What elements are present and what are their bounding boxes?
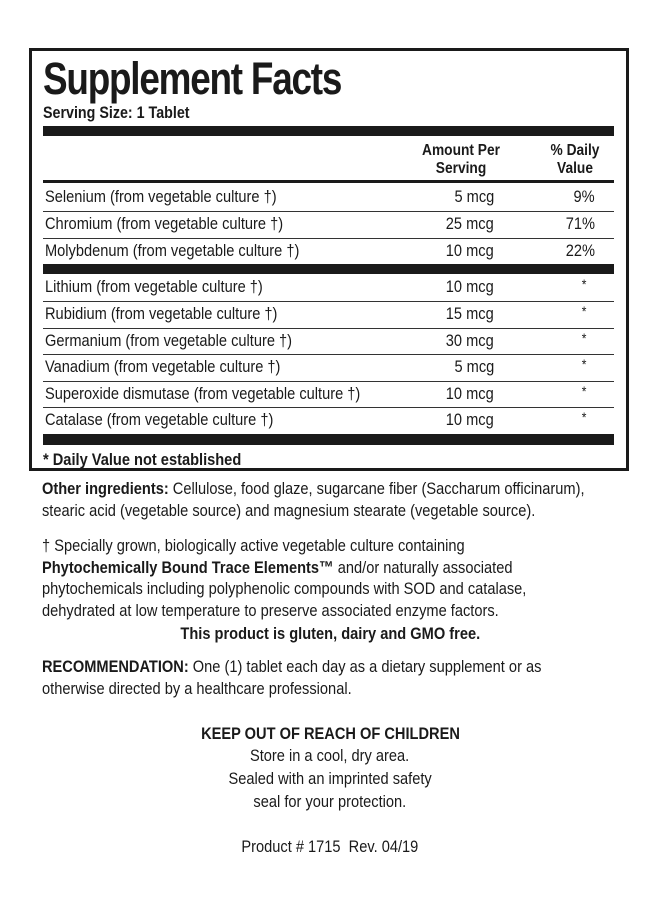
divider-thick <box>43 264 614 274</box>
nutrient-row: Superoxide dismutase (from vegetable culture †) 10 mcg * <box>45 383 586 403</box>
storage-instruction: Store in a cool, dry area. <box>250 746 410 765</box>
column-header-amount: Amount Per Serving <box>422 142 500 177</box>
nutrient-row: Molybdenum (from vegetable culture †) 10 mcg 22% <box>45 241 595 260</box>
serving-size: Serving Size: 1 Tablet <box>43 103 190 122</box>
nutrient-row: Catalase (from vegetable culture †) 10 mcg * <box>45 409 586 429</box>
nutrient-row: Chromium (from vegetable culture †) 25 mcg 71% <box>45 214 595 233</box>
product-number: Product # 1715 Rev. 04/19 <box>241 837 419 856</box>
nutrient-row: Rubidium (from vegetable culture †) 15 mcg * <box>45 303 586 323</box>
daily-value-footnote: * Daily Value not established <box>43 450 242 469</box>
divider-header <box>43 180 614 183</box>
other-ingredients: Other ingredients: Cellulose, food glaze, sugarcane fiber (Saccharum officinarum), stearic acid (vegetable source) and magnesium stearate (vegetable source). <box>42 479 585 520</box>
recommendation: RECOMMENDATION: One (1) tablet each day as a dietary supplement or as otherwise directed by a healthcare professional. <box>42 657 542 698</box>
nutrient-row: Vanadium (from vegetable culture †) 5 mcg * <box>45 356 586 376</box>
divider-thick <box>43 434 614 445</box>
divider-thick <box>43 126 614 136</box>
panel-title: Supplement Facts <box>43 53 342 104</box>
dagger-note: † Specially grown, biologically active vegetable culture containing Phytochemically Bound Trace Elements™ and/or naturally associated phytochemicals including polyphenolic compounds with SOD and catalase, dehydrated at low temperature to preserve associated enzyme factors. <box>42 536 527 620</box>
safety-seal-line2: seal for your protection. <box>253 792 407 811</box>
warning-heading: KEEP OUT OF REACH OF CHILDREN <box>200 724 460 743</box>
supplement-facts-panel <box>29 48 629 471</box>
safety-seal-line1: Sealed with an imprinted safety <box>228 769 432 788</box>
column-header-daily-value: % Daily Value <box>550 142 600 177</box>
nutrient-row: Lithium (from vegetable culture †) 10 mcg * <box>45 276 586 296</box>
nutrient-row: Selenium (from vegetable culture †) 5 mcg 9% <box>45 187 595 206</box>
nutrient-row: Germanium (from vegetable culture †) 30 mcg * <box>45 330 586 350</box>
free-from-statement: This product is gluten, dairy and GMO free. <box>180 624 480 643</box>
